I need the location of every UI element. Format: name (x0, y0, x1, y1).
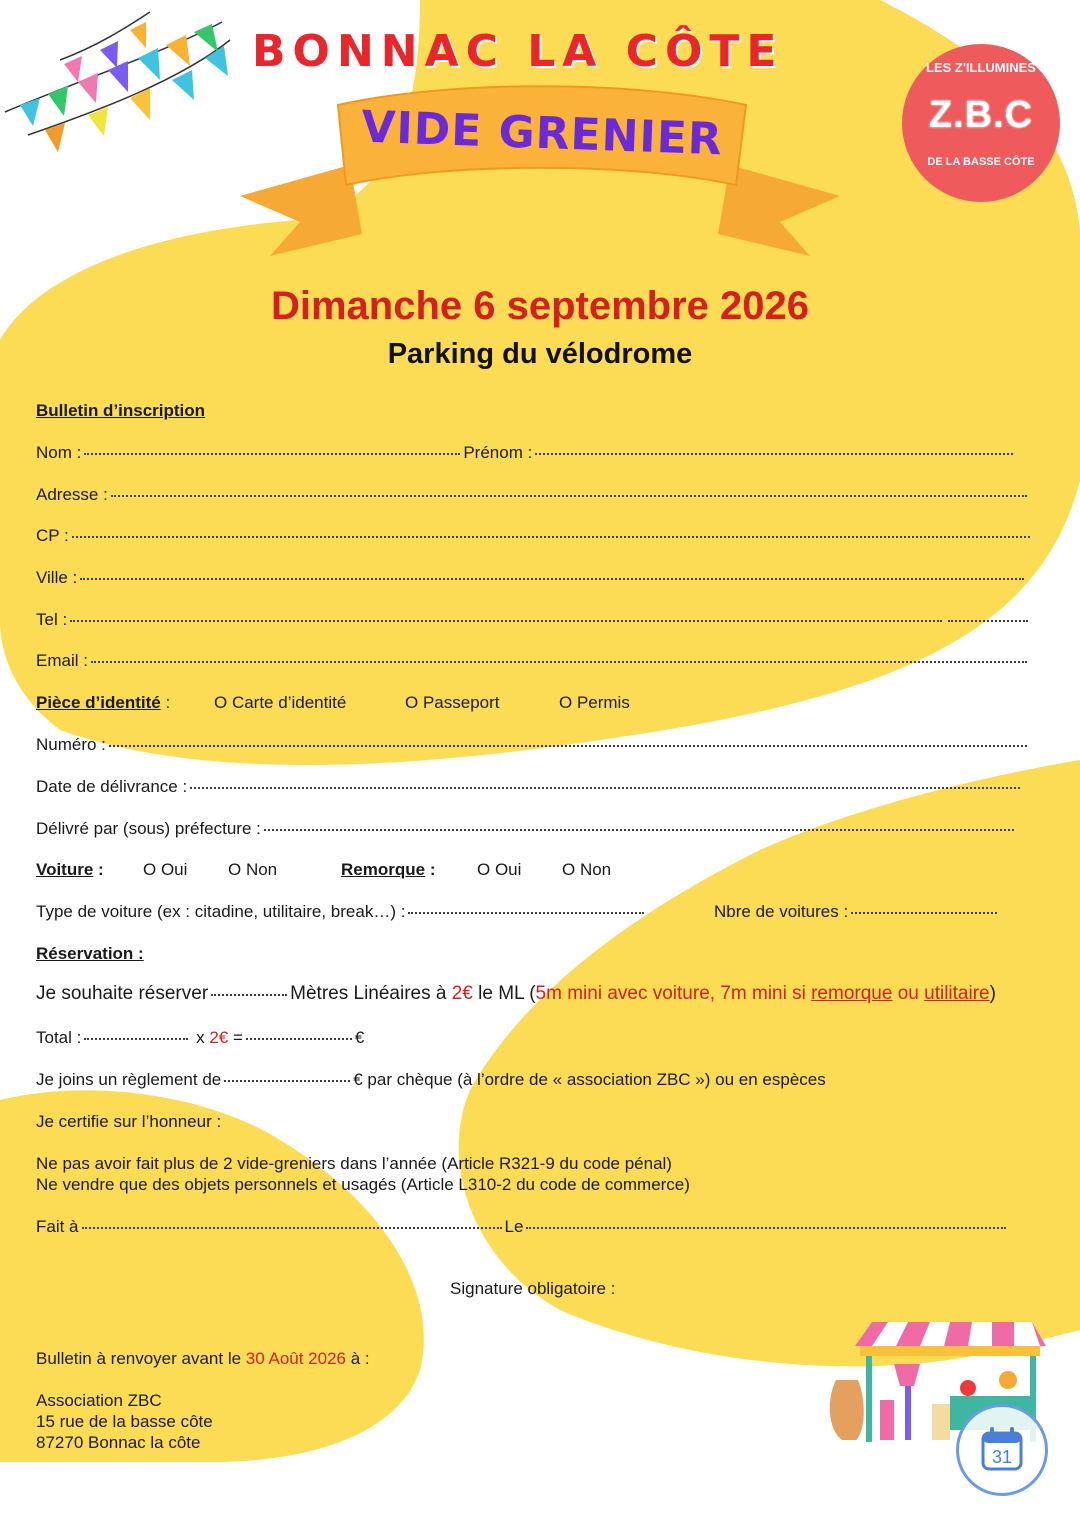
bunting-flags (5, 12, 230, 152)
reservation-start: Je souhaite réserver (36, 983, 209, 1004)
piece-label: Pièce d’identité (36, 693, 161, 712)
prefecture-field[interactable] (264, 829, 1014, 831)
nom-field[interactable] (84, 453, 460, 455)
address-line-3: 87270 Bonnac la côte (36, 1433, 201, 1452)
total-equals: = (232, 1028, 243, 1047)
total-euro: € (354, 1028, 365, 1047)
prefecture-row (36, 819, 1017, 839)
reservation-title: Réservation : (36, 944, 144, 963)
payment-row (36, 1070, 826, 1090)
certify-line2: Ne vendre que des objets personnels et usagés (Article L310-2 du code de commerce) (36, 1175, 690, 1194)
nbre-voitures-row (714, 902, 1000, 922)
adresse-field[interactable] (111, 495, 1027, 497)
cp-field[interactable] (72, 536, 1030, 538)
remorque-oui[interactable]: O Oui (477, 860, 522, 879)
nom-row (36, 443, 1016, 463)
total-price: 2€ (209, 1028, 229, 1047)
logo-bottom-text: DE LA BASSE CÔTE (927, 156, 1035, 168)
prefecture-label: Délivré par (sous) préfecture : (36, 819, 261, 838)
cp-label: CP : (36, 526, 69, 545)
town-title: BONNAC LA CÔTE (252, 26, 784, 77)
numero-field[interactable] (109, 745, 1027, 747)
remorque-label: Remorque (341, 860, 426, 879)
reservation-note-remorque: remorque (811, 983, 893, 1004)
signature-label: Signature obligatoire : (450, 1279, 616, 1298)
logo-top-text: LES Z'ILLUMINES (926, 60, 1036, 75)
total-times: x (196, 1028, 205, 1047)
voiture-oui[interactable]: O Oui (143, 860, 188, 879)
voiture-colon: : (98, 860, 104, 879)
total-row (36, 1028, 364, 1048)
nom-label: Nom : (36, 443, 82, 462)
reservation-note-a: 5m mini avec voiture, 7m mini si (535, 983, 812, 1004)
reservation-price: 2€ (451, 983, 473, 1004)
return-deadline: 30 Août 2026 (245, 1349, 347, 1368)
certify-intro: Je certifie sur l’honneur : (36, 1112, 222, 1131)
total-metres-field[interactable] (84, 1038, 188, 1040)
payment-field[interactable] (224, 1080, 350, 1082)
date-delivrance-row (36, 777, 1023, 797)
date-delivrance-label: Date de délivrance : (36, 777, 188, 796)
return-line (36, 1349, 370, 1369)
fait-row (36, 1217, 1009, 1237)
nbre-voitures-field[interactable] (851, 912, 997, 914)
piece-option-cni[interactable]: O Carte d’identité (214, 693, 347, 712)
return-text: Bulletin à renvoyer avant le (36, 1349, 246, 1368)
le-label: Le (504, 1217, 524, 1236)
cp-row (36, 526, 1033, 546)
section-title: Bulletin d’inscription (36, 401, 206, 420)
tel-row (36, 610, 1031, 630)
type-voiture-label: Type de voiture (ex : citadine, utilitaire, break…) : (36, 902, 406, 921)
piece-option-passeport[interactable]: O Passeport (405, 693, 500, 712)
event-place: Parking du vélodrome (387, 338, 693, 370)
adresse-row (36, 485, 1030, 505)
banner-title: VIDE GRENIER (360, 101, 724, 166)
return-suffix: à : (346, 1349, 370, 1368)
address-line-1: Association ZBC (36, 1391, 162, 1410)
le-field[interactable] (526, 1227, 1006, 1229)
logo-main-text: Z.B.C (928, 94, 1034, 136)
ville-label: Ville : (36, 568, 78, 587)
calendar-button[interactable] (956, 1404, 1048, 1496)
numero-row (36, 735, 1030, 755)
email-field[interactable] (91, 661, 1027, 663)
reservation-close: ) (989, 983, 996, 1004)
payment-start: Je joins un règlement de (36, 1070, 222, 1089)
fait-label: Fait à (36, 1217, 79, 1236)
total-label: Total : (36, 1028, 82, 1047)
calendar-day: 31 (991, 1447, 1013, 1467)
certify-line1: Ne pas avoir fait plus de 2 vide-greniers dans l’année (Article R321-9 du code pénal) (36, 1154, 672, 1173)
nbre-voitures-label: Nbre de voitures : (714, 902, 849, 921)
reservation-note-ou: ou (892, 983, 925, 1004)
prenom-label: Prénom : (463, 443, 533, 462)
reservation-ml: le ML ( (478, 983, 536, 1004)
ville-row (36, 568, 1027, 588)
tel-field[interactable] (70, 620, 942, 622)
reservation-note-utilitaire: utilitaire (924, 983, 990, 1004)
piece-colon: : (165, 693, 171, 712)
piece-row (36, 693, 170, 713)
reservation-mid: Mètres Linéaires à (290, 983, 447, 1004)
date-delivrance-field[interactable] (190, 787, 1020, 789)
voiture-row (36, 860, 104, 880)
voiture-non[interactable]: O Non (228, 860, 278, 879)
voiture-label: Voiture (36, 860, 94, 879)
metres-field[interactable] (211, 994, 287, 996)
fait-field[interactable] (82, 1227, 502, 1229)
prenom-field[interactable] (535, 453, 1013, 455)
tel-field-extra[interactable] (948, 620, 1028, 622)
address-line-2: 15 rue de la basse côte (36, 1412, 213, 1431)
email-row (36, 651, 1030, 671)
zbc-logo (902, 44, 1060, 202)
ville-field[interactable] (80, 578, 1024, 580)
piece-option-permis[interactable]: O Permis (559, 693, 630, 712)
remorque-non[interactable]: O Non (562, 860, 612, 879)
reservation-line (36, 983, 996, 1005)
type-voiture-row (36, 902, 647, 922)
remorque-colon: : (429, 860, 436, 879)
adresse-label: Adresse : (36, 485, 108, 504)
event-date: Dimanche 6 septembre 2026 (270, 284, 810, 328)
type-voiture-field[interactable] (408, 912, 644, 914)
tel-label: Tel : (36, 610, 68, 629)
remorque-label-group (341, 860, 435, 880)
email-label: Email : (36, 651, 88, 670)
numero-label: Numéro : (36, 735, 106, 754)
payment-end: € par chèque (à l’ordre de « association ZBC ») ou en espèces (353, 1070, 826, 1089)
total-amount-field[interactable] (246, 1038, 352, 1040)
